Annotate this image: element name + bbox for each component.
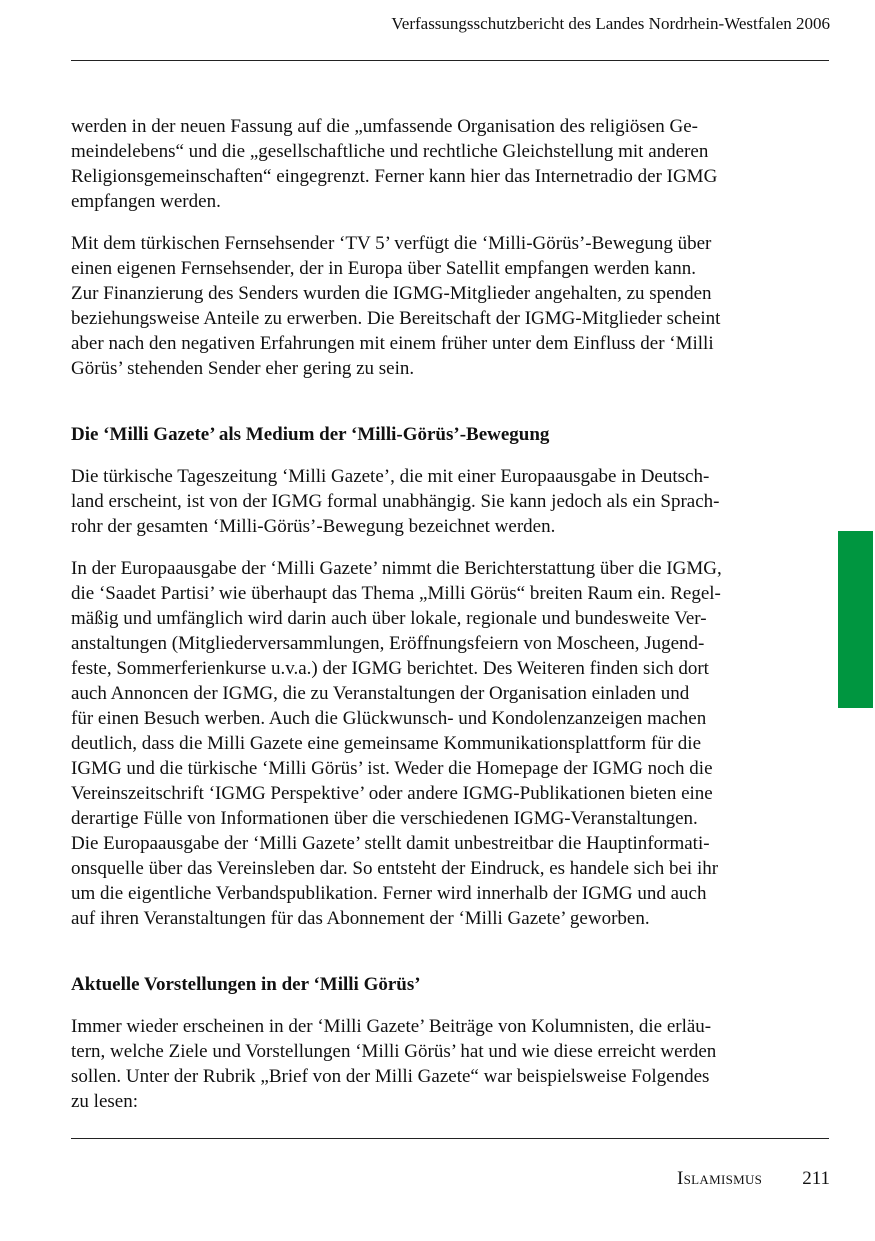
chapter-marker-tab bbox=[838, 531, 873, 708]
text-line: derartige Fülle von Informationen über die verschiedenen IGMG-Veranstaltungen. bbox=[71, 808, 698, 829]
text-line: auf ihren Veranstaltungen für das Abonnement der ‘Milli Gazete’ geworben. bbox=[71, 908, 650, 929]
text-line: meindelebens“ und die „gesellschaftliche und rechtliche Gleichstellung mit anderen bbox=[71, 141, 709, 162]
text-line: Vereinszeitschrift ‘IGMG Perspektive’ oder andere IGMG-Publikationen bieten eine bbox=[71, 783, 713, 804]
paragraph-internet-radio bbox=[71, 114, 789, 214]
text-line: deutlich, dass die Milli Gazete eine gemeinsame Kommunikationsplattform für die bbox=[71, 733, 701, 754]
page-body bbox=[71, 114, 789, 1131]
text-line: einen eigenen Fernsehsender, der in Europa über Satellit empfangen werden kann. bbox=[71, 258, 696, 279]
footer-rule bbox=[71, 1138, 829, 1139]
text-line: mäßig und umfänglich wird darin auch über lokale, regionale und bundesweite Ver- bbox=[71, 608, 707, 629]
text-line: onsquelle über das Vereinsleben dar. So entsteht der Eindruck, es handele sich bei ihr bbox=[71, 858, 719, 879]
text-line: Görüs’ stehenden Sender eher gering zu sein. bbox=[71, 358, 415, 379]
text-line: In der Europaausgabe der ‘Milli Gazete’ nimmt die Berichterstattung über die IGMG, bbox=[71, 558, 722, 579]
text-line: tern, welche Ziele und Vorstellungen ‘Milli Görüs’ hat und wie diese erreicht werden bbox=[71, 1041, 717, 1062]
text-line: rohr der gesamten ‘Milli-Görüs’-Bewegung bezeichnet werden. bbox=[71, 516, 556, 537]
text-line: zu lesen: bbox=[71, 1091, 139, 1112]
text-line: auch Annoncen der IGMG, die zu Veranstaltungen der Organisation einladen und bbox=[71, 683, 690, 704]
text-line: Immer wieder erscheinen in der ‘Milli Gazete’ Beiträge von Kolumnisten, die erläu- bbox=[71, 1016, 712, 1037]
section-heading-aktuelle-vorstellungen: Aktuelle Vorstellungen in der ‘Milli Görüs’ bbox=[71, 974, 421, 995]
text-line: werden in der neuen Fassung auf die „umfassende Organisation des religiösen Ge- bbox=[71, 116, 698, 137]
text-line: empfangen werden. bbox=[71, 191, 221, 212]
text-line: um die eigentliche Verbandspublikation. Ferner wird innerhalb der IGMG und auch bbox=[71, 883, 707, 904]
paragraph-tv5 bbox=[71, 231, 789, 381]
footer-section-title: Islamismus bbox=[677, 1168, 763, 1189]
text-line: Die türkische Tageszeitung ‘Milli Gazete’, die mit einer Europaausgabe in Deutsch- bbox=[71, 466, 710, 487]
paragraph-europaausgabe bbox=[71, 556, 789, 931]
text-line: anstaltungen (Mitgliederversammlungen, Eröffnungsfeiern von Moscheen, Jugend- bbox=[71, 633, 705, 654]
text-line: Die Europaausgabe der ‘Milli Gazete’ stellt damit unbestreitbar die Hauptinformati- bbox=[71, 833, 710, 854]
section-heading-milli-gazete: Die ‘Milli Gazete’ als Medium der ‘Milli-Görüs’-Bewegung bbox=[71, 424, 550, 445]
text-line: sollen. Unter der Rubrik „Brief von der Milli Gazete“ war beispielsweise Folgendes bbox=[71, 1066, 710, 1087]
text-line: beziehungsweise Anteile zu erwerben. Die Bereitschaft der IGMG-Mitglieder scheint bbox=[71, 308, 721, 329]
text-line: feste, Sommerferienkurse u.v.a.) der IGMG berichtet. Des Weiteren finden sich dort bbox=[71, 658, 709, 679]
header-rule bbox=[71, 60, 829, 61]
spacer bbox=[71, 948, 789, 972]
paragraph-tageszeitung bbox=[71, 464, 789, 539]
text-line: IGMG und die türkische ‘Milli Görüs’ ist. Weder die Homepage der IGMG noch die bbox=[71, 758, 713, 779]
text-line: Religionsgemeinschaften“ eingegrenzt. Ferner kann hier das Internetradio der IGMG bbox=[71, 166, 718, 187]
text-line: Mit dem türkischen Fernsehsender ‘TV 5’ verfügt die ‘Milli-Görüs’-Bewegung über bbox=[71, 233, 712, 254]
text-line: aber nach den negativen Erfahrungen mit einem früher unter dem Einfluss der ‘Milli bbox=[71, 333, 714, 354]
running-header-title: Verfassungsschutzbericht des Landes Nordrhein-Westfalen 2006 bbox=[391, 14, 830, 33]
paragraph-kolumnisten bbox=[71, 1014, 789, 1114]
text-line: für einen Besuch werben. Auch die Glückwunsch- und Kondolenzanzeigen machen bbox=[71, 708, 707, 729]
text-line: Zur Finanzierung des Senders wurden die IGMG-Mitglieder angehalten, zu spenden bbox=[71, 283, 712, 304]
page-number: 211 bbox=[802, 1168, 830, 1189]
spacer bbox=[71, 398, 789, 422]
text-line: land erscheint, ist von der IGMG formal unabhängig. Sie kann jedoch als ein Sprach- bbox=[71, 491, 720, 512]
text-line: die ‘Saadet Partisi’ wie überhaupt das Thema „Milli Görüs“ breiten Raum ein. Regel- bbox=[71, 583, 721, 604]
